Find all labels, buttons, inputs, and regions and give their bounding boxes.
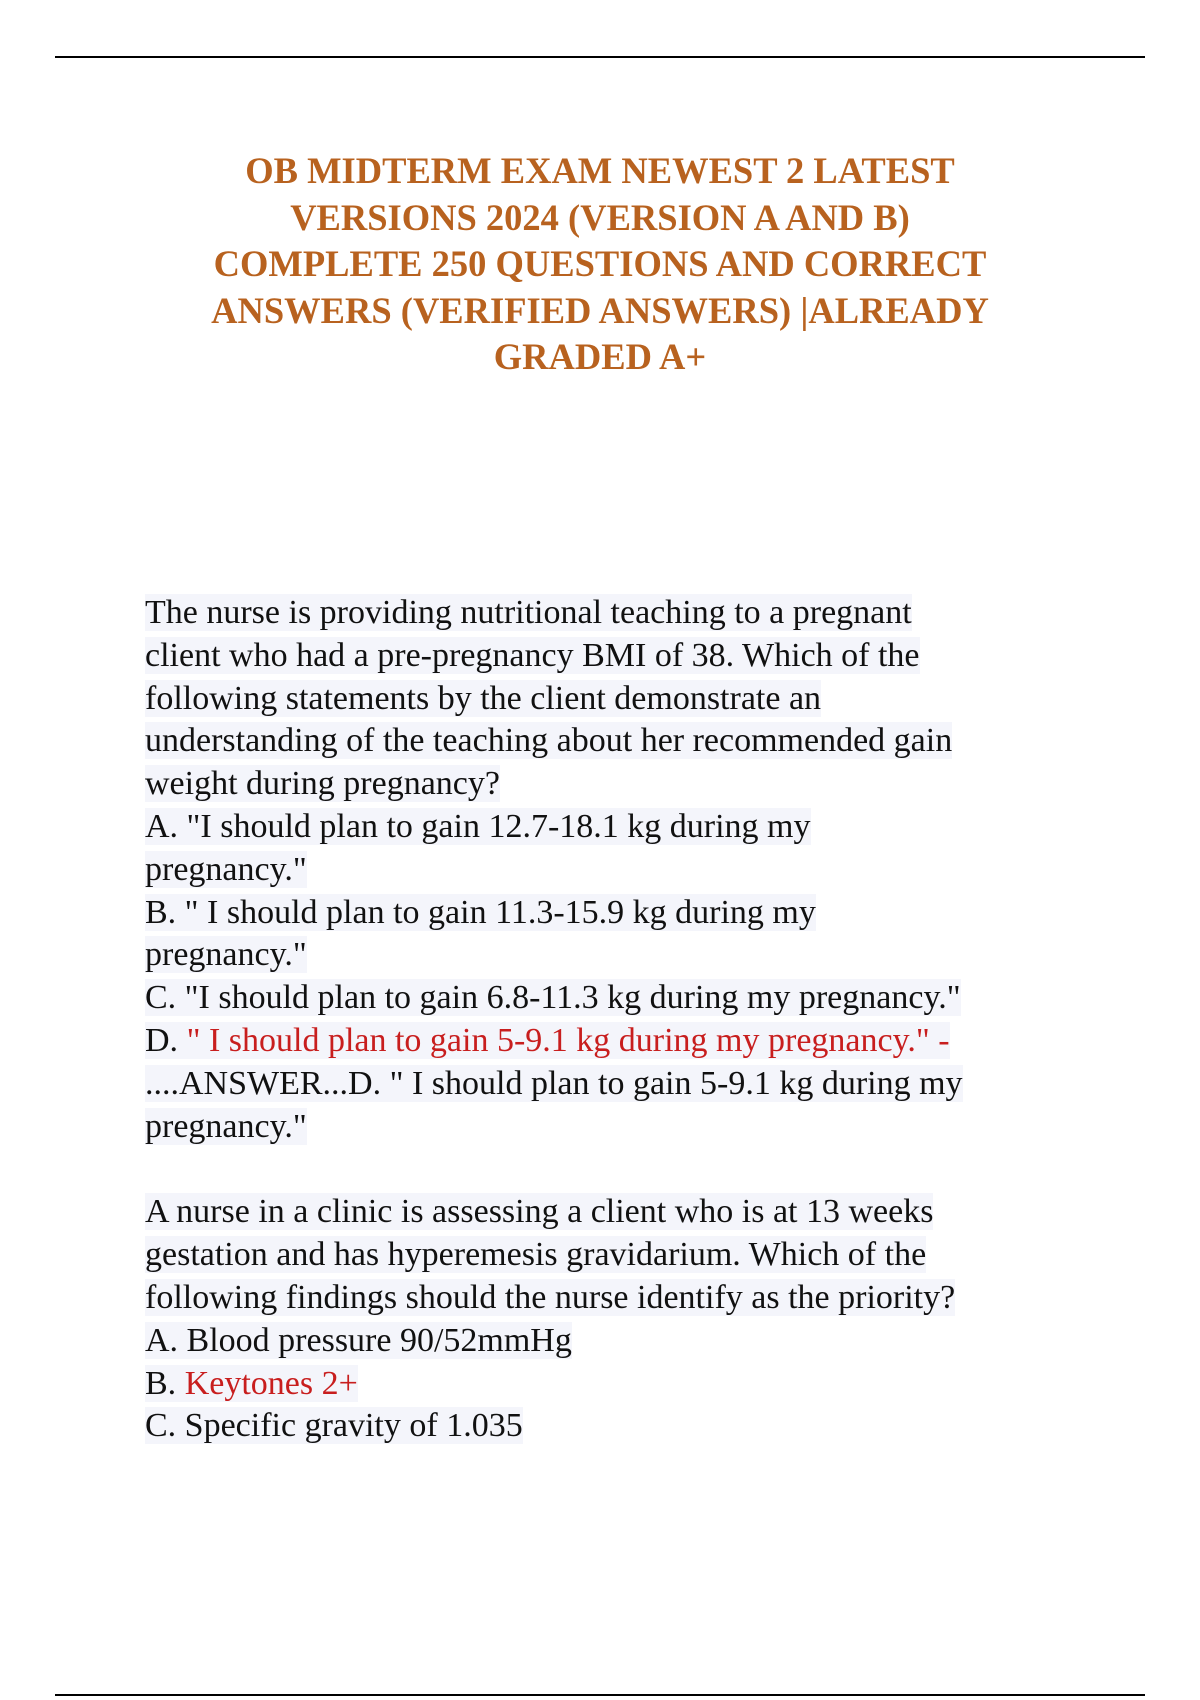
option-d-prefix: D. [145,1021,187,1059]
option-b [145,1363,1065,1406]
document-title: OB MIDTERM EXAM NEWEST 2 LATEST VERSIONS 2024 (VERSION A AND B) COMPLETE 250 QUESTIONS AND CORRECT ANSWERS (VERIFIED ANSWERS) |ALREADY GRADED A+ [211,150,989,377]
option-b-cont [145,934,1065,977]
option-text: A. "I should plan to gain 12.7-18.1 kg during my [145,807,811,845]
question-text: weight during pregnancy? [145,765,500,803]
option-b [145,892,1065,935]
question-2-line [145,1277,1065,1320]
option-d [145,1020,1065,1063]
answer-text: pregnancy." [145,1107,307,1145]
option-text: C. "I should plan to gain 6.8-11.3 kg during my pregnancy." [145,979,961,1017]
correct-answer-highlight: Keytones 2+ [184,1364,358,1402]
answer-text: ....ANSWER...D. " I should plan to gain 5-9.1 kg during my [145,1064,963,1102]
option-c [145,1405,1065,1448]
question-text: following findings should the nurse identify as the priority? [145,1278,956,1316]
option-text: pregnancy." [145,936,307,974]
question-gap [145,1148,1065,1191]
question-2 [145,1191,1065,1448]
header-rule [55,56,1145,58]
option-text: pregnancy." [145,850,307,888]
question-2-line [145,1234,1065,1277]
question-1-line [145,763,1065,806]
question-1-line [145,592,1065,635]
answer-line [145,1106,1065,1149]
question-text: client who had a pre-pregnancy BMI of 38. Which of the [145,636,920,674]
question-text: understanding of the teaching about her recommended gain [145,722,953,760]
question-text: The nurse is providing nutritional teaching to a pregnant [145,594,912,631]
question-text: A nurse in a clinic is assessing a client who is at 13 weeks [145,1193,934,1231]
question-1 [145,592,1065,1148]
option-a [145,1320,1065,1363]
answer-line [145,1063,1065,1106]
correct-answer-highlight: " I should plan to gain 5-9.1 kg during my pregnancy." - [186,1021,950,1059]
question-2-line [145,1191,1065,1234]
option-a [145,806,1065,849]
footer-rule [55,1694,1145,1696]
option-text: C. Specific gravity of 1.035 [145,1407,523,1445]
option-text: A. Blood pressure 90/52mmHg [145,1321,572,1359]
option-text: B. " I should plan to gain 11.3-15.9 kg during my [145,893,816,931]
document-body [145,592,1065,1448]
question-text: following statements by the client demonstrate an [145,679,822,717]
question-1-line [145,678,1065,721]
question-text: gestation and has hyperemesis gravidarium. Which of the [145,1236,927,1274]
option-c [145,977,1065,1020]
question-1-line [145,720,1065,763]
question-1-line [145,635,1065,678]
option-b-prefix: B. [145,1364,185,1402]
option-a-cont [145,849,1065,892]
